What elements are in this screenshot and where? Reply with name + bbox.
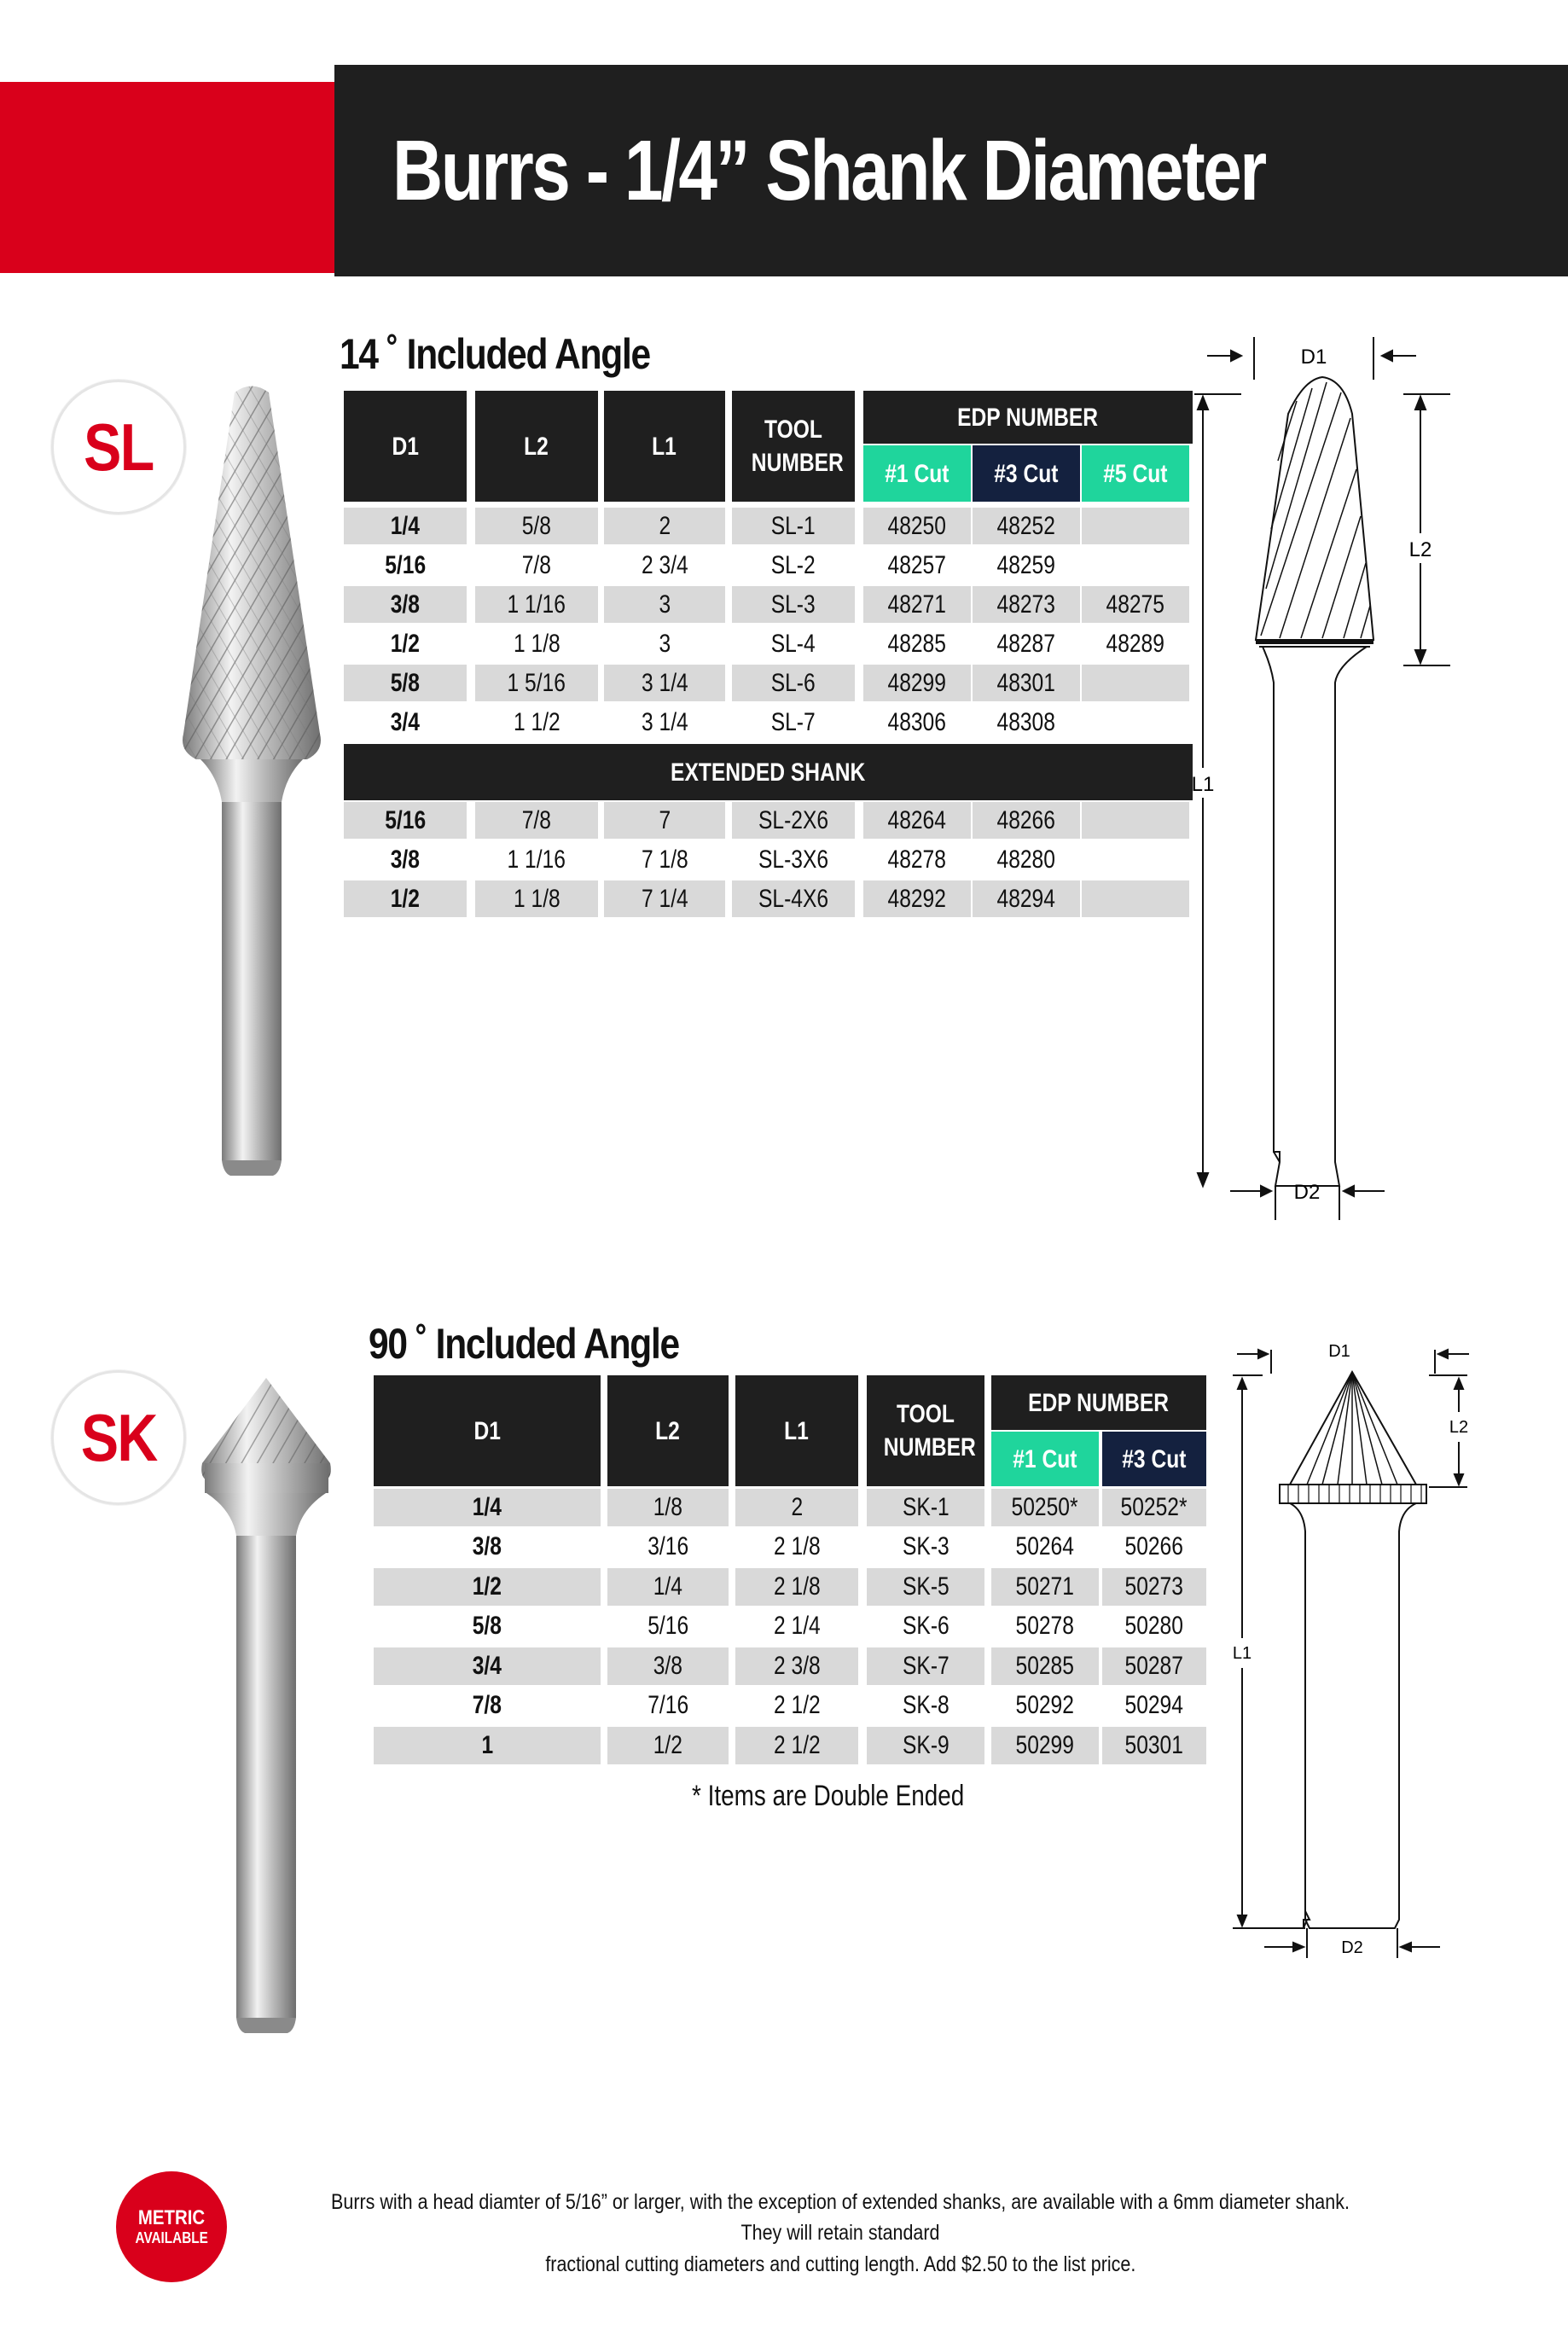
sk-row-2-cell-0-text: 1/2 [472,1572,502,1601]
double-ended-note: * Items are Double Ended [692,1780,965,1812]
sl-row-3-cell-4-text: 48285 [887,629,947,658]
sk-diagram-l1: L1 [1232,1644,1252,1663]
sl-ext-row-2-cell-0 [344,880,467,917]
sk-col-edp [991,1375,1206,1430]
sk-row-2-cell-5 [1102,1568,1206,1606]
sk-row-4-cell-3 [867,1647,984,1685]
sl-row-0-cell-1 [475,508,598,544]
sl-row-0-cell-3 [732,508,855,544]
sk-row-2-cell-0 [374,1568,601,1606]
sl-ext-row-1-cell-1 [475,841,598,878]
sl-row-5-cell-0 [344,704,467,741]
footer-note-line1: Burrs with a head diamter of 5/16” or larger, with the exception of extended shanks, are available with a 6mm diameter shank. They will retain standard [331,2190,1350,2246]
sl-col-l1-text: L1 [652,432,677,461]
sl-row-2-cell-0 [344,586,467,623]
sl-dimension-diagram [1177,333,1467,1237]
sk-row-3-cell-2 [735,1608,858,1646]
sl-ext-row-2-cell-2 [604,880,725,917]
sl-row-0-cell-3-text: SL-1 [771,511,816,540]
sk-section-title: 90 ˚ Included Angle [369,1320,679,1368]
sl-row-2-cell-0-text: 3/8 [390,590,421,619]
sl-row-2-cell-2 [604,586,725,623]
sl-ext-row-1-cell-0-text: 3/8 [390,845,421,874]
sl-ext-row-1-cell-4 [863,841,971,878]
sl-ext-row-1-cell-5-text: 48280 [996,845,1056,874]
sl-ext-row-2-cell-4-text: 48292 [887,884,947,913]
sk-row-6-cell-1 [607,1727,729,1764]
sl-row-5-cell-3-text: SL-7 [771,707,816,736]
sl-row-3-cell-2 [604,625,725,662]
sl-row-0-cell-6 [1082,508,1189,544]
sl-row-2-cell-4-text: 48271 [887,590,947,619]
sk-col-d1-text: D1 [473,1416,501,1445]
sk-row-3-cell-1-text: 5/16 [648,1612,688,1641]
sl-ext-row-2-cell-2-text: 7 1/4 [641,884,688,913]
sl-row-4-cell-0 [344,665,467,701]
sl-ext-row-0-cell-2-text: 7 [659,805,671,834]
sk-row-4-cell-0-text: 3/4 [472,1651,502,1680]
sl-row-1-cell-1-text: 7/8 [521,550,552,579]
sk-row-1-cell-2-text: 2 1/8 [773,1532,821,1561]
sl-ext-row-2-cell-0-text: 1/2 [390,884,421,913]
sk-row-6-cell-4-text: 50299 [1015,1730,1075,1759]
sk-row-5-cell-1-text: 7/16 [648,1691,688,1720]
sl-row-3-cell-6-text: 48289 [1106,629,1165,658]
sk-row-1-cell-3 [867,1529,984,1566]
sl-row-1-cell-6 [1082,547,1189,584]
sl-ext-row-2-cell-1 [475,880,598,917]
sk-row-4-cell-5 [1102,1647,1206,1685]
sl-row-2-cell-3 [732,586,855,623]
sk-row-6-cell-2 [735,1727,858,1764]
sl-row-4-cell-6 [1082,665,1189,701]
sk-diagram-d2: D2 [1341,1938,1363,1957]
sl-row-3-cell-2-text: 3 [659,629,671,658]
sl-row-3-cell-6 [1082,625,1189,662]
available-label: AVAILABLE [135,2229,208,2247]
sl-row-4-cell-4 [863,665,971,701]
sl-row-5-cell-2-text: 3 1/4 [641,707,688,736]
sk-row-0-cell-5 [1102,1489,1206,1526]
sl-row-2-cell-5 [973,586,1080,623]
sl-row-0-cell-4-text: 48250 [887,511,947,540]
sl-row-2-cell-1 [475,586,598,623]
sl-row-4-cell-5 [973,665,1080,701]
sl-ext-row-2-cell-4 [863,880,971,917]
sk-row-4-cell-2-text: 2 3/8 [773,1651,821,1680]
sl-row-2-cell-1-text: 1 1/16 [507,590,566,619]
sl-row-5-cell-3 [732,704,855,741]
sk-row-6-cell-3-text: SK-9 [902,1730,950,1759]
sl-ext-row-0-cell-4-text: 48264 [887,805,947,834]
sl-row-5-cell-1-text: 1 1/2 [513,707,560,736]
sk-row-2-cell-2-text: 2 1/8 [773,1572,821,1601]
sl-col-cut5 [1082,445,1189,502]
sl-row-1-cell-5-text: 48259 [996,550,1056,579]
sk-row-3-cell-5-text: 50280 [1124,1612,1184,1641]
sl-extended-shank-header-text: EXTENDED SHANK [671,758,866,787]
sk-row-3-cell-3 [867,1608,984,1646]
sl-section-title: 14 ˚ Included Angle [340,330,650,378]
sl-extended-shank-header [344,744,1193,800]
sl-row-4-cell-3-text: SL-6 [771,668,816,697]
sk-col-l2 [607,1375,729,1486]
sl-col-d1 [344,391,467,502]
sk-row-0-cell-3-text: SK-1 [902,1492,950,1521]
sl-row-3-cell-3 [732,625,855,662]
sl-row-0-cell-2 [604,508,725,544]
sk-row-5-cell-3-text: SK-8 [902,1691,950,1720]
sl-ext-row-1-cell-2-text: 7 1/8 [641,845,688,874]
sl-row-1-cell-5 [973,547,1080,584]
sk-row-4-cell-2 [735,1647,858,1685]
sl-ext-row-1-cell-2 [604,841,725,878]
sl-row-4-cell-2-text: 3 1/4 [641,668,688,697]
sl-col-l2 [475,391,598,502]
sl-row-5-cell-6 [1082,704,1189,741]
sl-row-4-cell-1 [475,665,598,701]
sk-col-l2-text: L2 [655,1416,681,1445]
sl-row-4-cell-5-text: 48301 [996,668,1056,697]
page-title: Burrs - 1/4” Shank Diameter [392,123,1265,218]
sl-row-3-cell-5 [973,625,1080,662]
sl-ext-row-1-cell-4-text: 48278 [887,845,947,874]
sk-row-3-cell-5 [1102,1608,1206,1646]
sk-row-4-cell-3-text: SK-7 [902,1651,950,1680]
sl-diagram-l2: L2 [1408,538,1432,561]
sl-row-4-cell-2 [604,665,725,701]
sl-ext-row-2-cell-3-text: SL-4X6 [758,884,829,913]
sl-row-1-cell-0-text: 5/16 [385,550,426,579]
sl-ext-row-0-cell-5-text: 48266 [996,805,1056,834]
sk-col-cut3-text: #3 Cut [1122,1444,1187,1473]
sl-diagram-d1: D1 [1300,346,1327,369]
sl-ext-row-0-cell-3-text: SL-2X6 [758,805,829,834]
sk-row-5-cell-2-text: 2 1/2 [773,1691,821,1720]
sl-row-1-cell-3-text: SL-2 [771,550,816,579]
sk-row-2-cell-1-text: 1/4 [653,1572,683,1601]
sl-ext-row-0-cell-0 [344,802,467,839]
sk-col-tool-text: TOOL NUMBER [883,1400,976,1461]
sk-row-3-cell-2-text: 2 1/4 [773,1612,821,1641]
sk-col-l1 [735,1375,858,1486]
sl-row-1-cell-2-text: 2 3/4 [641,550,688,579]
sk-row-6-cell-1-text: 1/2 [653,1730,683,1759]
sl-row-1-cell-2 [604,547,725,584]
sk-col-tool [867,1375,984,1486]
sk-row-2-cell-5-text: 50273 [1124,1572,1184,1601]
sl-row-1-cell-3 [732,547,855,584]
sl-row-2-cell-6 [1082,586,1189,623]
sl-row-5-cell-0-text: 3/4 [390,707,421,736]
sl-ext-row-0-cell-0-text: 5/16 [385,805,426,834]
sl-col-cut3 [973,445,1080,502]
sl-row-2-cell-2-text: 3 [659,590,671,619]
metric-label: METRIC [137,2205,206,2229]
sl-ext-row-0-cell-5 [973,802,1080,839]
sk-row-0-cell-5-text: 50252* [1120,1492,1188,1521]
sk-row-2-cell-3-text: SK-5 [902,1572,950,1601]
sk-row-4-cell-1-text: 3/8 [653,1651,683,1680]
sk-row-5-cell-0-text: 7/8 [472,1691,502,1720]
sk-row-1-cell-2 [735,1529,858,1566]
sl-ext-row-0-cell-6 [1082,802,1189,839]
sl-col-cut1-text: #1 Cut [885,459,950,488]
sl-row-0-cell-5-text: 48252 [996,511,1056,540]
sl-diagram-d2: D2 [1293,1181,1321,1204]
sk-row-2-cell-3 [867,1568,984,1606]
sl-row-4-cell-0-text: 5/8 [390,668,421,697]
sk-badge-label: SK [80,1399,157,1475]
sk-row-1-cell-3-text: SK-3 [902,1532,950,1561]
sk-row-1-cell-1-text: 3/16 [648,1532,688,1561]
sl-row-1-cell-1 [475,547,598,584]
sl-ext-row-2-cell-5-text: 48294 [996,884,1056,913]
sk-row-2-cell-4 [991,1568,1099,1606]
sl-col-tool [732,391,855,502]
sl-row-3-cell-0-text: 1/2 [390,629,421,658]
sl-row-3-cell-1 [475,625,598,662]
sl-row-4-cell-4-text: 48299 [887,668,947,697]
sl-row-5-cell-5 [973,704,1080,741]
sl-row-0-cell-4 [863,508,971,544]
sk-row-3-cell-4 [991,1608,1099,1646]
sk-row-6-cell-0 [374,1727,601,1764]
sl-row-5-cell-5-text: 48308 [996,707,1056,736]
sl-row-2-cell-5-text: 48273 [996,590,1056,619]
sl-row-2-cell-3-text: SL-3 [771,590,816,619]
sk-row-0-cell-4 [991,1489,1099,1526]
sl-col-cut1 [863,445,971,502]
sk-col-cut3 [1102,1432,1206,1486]
sl-row-0-cell-0-text: 1/4 [390,511,421,540]
sl-row-5-cell-1 [475,704,598,741]
sk-row-1-cell-5 [1102,1529,1206,1566]
sk-row-5-cell-4-text: 50292 [1015,1691,1075,1720]
sl-row-0-cell-2-text: 2 [659,511,671,540]
sl-col-cut3-text: #3 Cut [994,459,1059,488]
sl-row-3-cell-4 [863,625,971,662]
sl-row-3-cell-5-text: 48287 [996,629,1056,658]
sk-row-3-cell-0-text: 5/8 [472,1612,502,1641]
sl-ext-row-1-cell-1-text: 1 1/16 [507,845,566,874]
sk-badge [51,1370,186,1505]
sk-col-l1-text: L1 [784,1416,810,1445]
sk-row-1-cell-0 [374,1529,601,1566]
sk-row-2-cell-2 [735,1568,858,1606]
sl-row-2-cell-6-text: 48275 [1106,590,1165,619]
sl-ext-row-2-cell-3 [732,880,855,917]
sl-ext-row-2-cell-1-text: 1 1/8 [513,884,560,913]
sk-diagram-l2: L2 [1449,1418,1469,1437]
sk-row-0-cell-2-text: 2 [791,1492,803,1521]
sk-row-3-cell-0 [374,1608,601,1646]
sk-row-4-cell-0 [374,1647,601,1685]
sl-ext-row-0-cell-1-text: 7/8 [521,805,552,834]
sk-row-1-cell-1 [607,1529,729,1566]
sl-ext-row-1-cell-5 [973,841,1080,878]
sk-row-2-cell-1 [607,1568,729,1606]
sl-row-5-cell-4-text: 48306 [887,707,947,736]
sl-col-cut5-text: #5 Cut [1103,459,1168,488]
sl-ext-row-0-cell-2 [604,802,725,839]
sk-row-5-cell-5-text: 50294 [1124,1691,1184,1720]
sl-ext-row-1-cell-0 [344,841,467,878]
sl-burr-photo [179,375,324,1177]
sl-col-edp-text: EDP NUMBER [957,403,1099,432]
sl-col-d1-text: D1 [392,432,419,461]
sk-row-6-cell-5 [1102,1727,1206,1764]
sl-row-5-cell-2 [604,704,725,741]
sk-row-0-cell-3 [867,1489,984,1526]
sk-diagram-d1: D1 [1328,1342,1350,1361]
sk-col-edp-text: EDP NUMBER [1028,1388,1170,1417]
sl-ext-row-0-cell-3 [732,802,855,839]
sk-row-5-cell-0 [374,1688,601,1725]
sl-col-tool-text: TOOL NUMBER [751,415,844,477]
sk-col-cut1-text: #1 Cut [1013,1444,1077,1473]
sl-col-l1 [604,391,725,502]
sk-row-3-cell-3-text: SK-6 [902,1612,950,1641]
sk-row-5-cell-5 [1102,1688,1206,1725]
sl-row-0-cell-5 [973,508,1080,544]
sk-row-2-cell-4-text: 50271 [1015,1572,1075,1601]
sk-row-0-cell-1 [607,1489,729,1526]
sk-row-1-cell-0-text: 3/8 [472,1532,502,1561]
sl-row-2-cell-4 [863,586,971,623]
sk-row-0-cell-1-text: 1/8 [653,1492,683,1521]
sl-col-edp [863,391,1193,444]
sk-row-4-cell-4-text: 50285 [1015,1651,1075,1680]
sk-row-5-cell-2 [735,1688,858,1725]
sl-ext-row-1-cell-3-text: SL-3X6 [758,845,829,874]
sl-row-3-cell-3-text: SL-4 [771,629,816,658]
sk-burr-photo [198,1374,334,2035]
sk-row-0-cell-2 [735,1489,858,1526]
sl-row-1-cell-4-text: 48257 [887,550,947,579]
sl-row-3-cell-0 [344,625,467,662]
sl-row-4-cell-3 [732,665,855,701]
sk-row-3-cell-4-text: 50278 [1015,1612,1075,1641]
sk-row-6-cell-2-text: 2 1/2 [773,1730,821,1759]
footer-note [230,2187,1450,2280]
sl-row-1-cell-0 [344,547,467,584]
sk-row-5-cell-1 [607,1688,729,1725]
footer-note-line2: fractional cutting diameters and cutting length. Add $2.50 to the list price. [544,2252,1136,2276]
sk-row-0-cell-4-text: 50250* [1011,1492,1078,1521]
sk-row-5-cell-4 [991,1688,1099,1725]
sk-row-1-cell-4 [991,1529,1099,1566]
sk-dimension-diagram [1211,1331,1484,1979]
sk-row-4-cell-4 [991,1647,1099,1685]
sk-row-6-cell-5-text: 50301 [1124,1730,1184,1759]
sl-row-0-cell-1-text: 5/8 [521,511,552,540]
sk-row-6-cell-0-text: 1 [481,1730,493,1759]
sl-ext-row-0-cell-1 [475,802,598,839]
sl-ext-row-1-cell-6 [1082,841,1189,878]
header-red-band [0,82,337,273]
sl-ext-row-2-cell-6 [1082,880,1189,917]
sl-row-3-cell-1-text: 1 1/8 [513,629,560,658]
sk-row-0-cell-0 [374,1489,601,1526]
sl-col-l2-text: L2 [524,432,549,461]
sl-row-1-cell-4 [863,547,971,584]
sk-row-4-cell-1 [607,1647,729,1685]
sl-ext-row-2-cell-5 [973,880,1080,917]
sk-row-3-cell-1 [607,1608,729,1646]
sk-col-d1 [374,1375,601,1486]
sk-row-0-cell-0-text: 1/4 [472,1492,502,1521]
metric-available-badge [116,2171,227,2282]
sl-diagram-l1: L1 [1191,773,1215,796]
sl-row-5-cell-4 [863,704,971,741]
sk-row-1-cell-4-text: 50264 [1015,1532,1075,1561]
sl-ext-row-0-cell-4 [863,802,971,839]
sk-row-1-cell-5-text: 50266 [1124,1532,1184,1561]
sl-row-0-cell-0 [344,508,467,544]
sk-row-6-cell-3 [867,1727,984,1764]
sl-ext-row-1-cell-3 [732,841,855,878]
sl-badge [51,380,186,514]
sl-row-4-cell-1-text: 1 5/16 [507,668,566,697]
sk-row-6-cell-4 [991,1727,1099,1764]
sk-row-5-cell-3 [867,1688,984,1725]
sl-badge-label: SL [84,409,154,485]
sk-col-cut1 [991,1432,1099,1486]
sk-row-4-cell-5-text: 50287 [1124,1651,1184,1680]
